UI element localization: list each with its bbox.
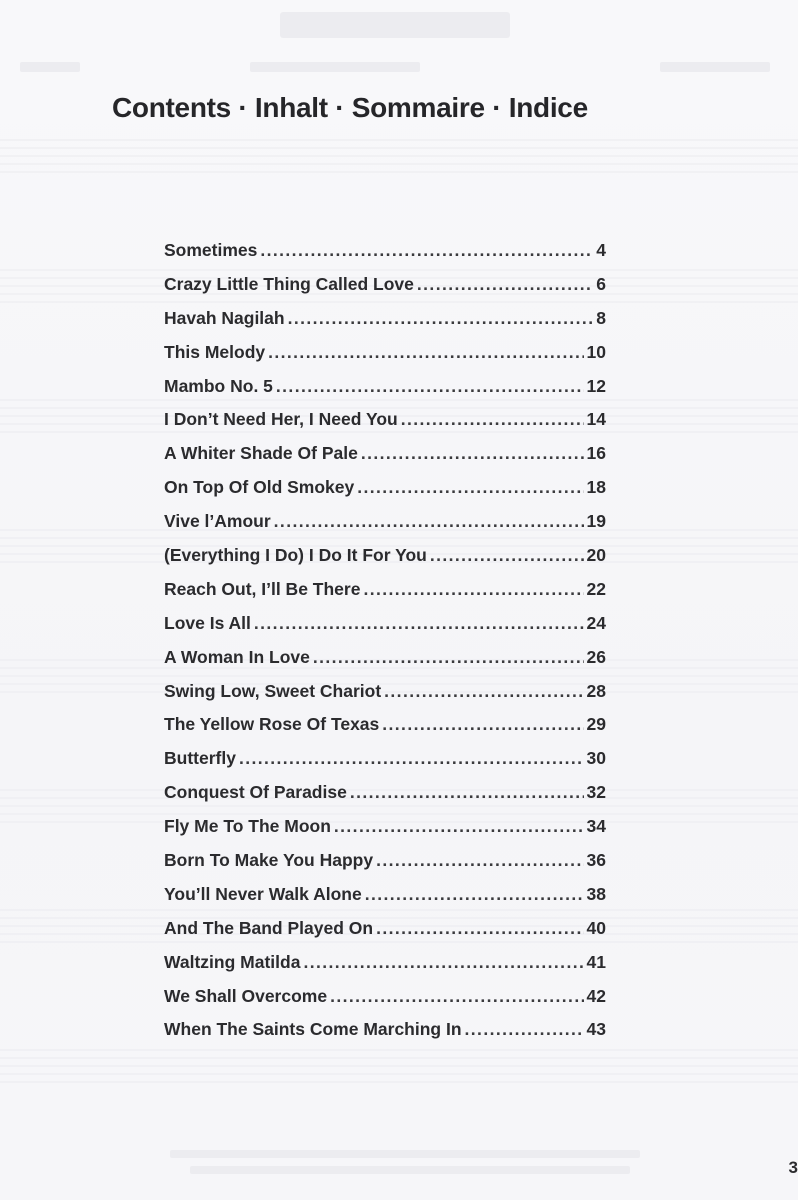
toc-entry-title: Reach Out, I’ll Be There: [164, 578, 361, 599]
toc-entry-title: Vive l’Amour: [164, 511, 271, 532]
toc-entry-title: You’ll Never Walk Alone: [164, 883, 362, 904]
toc-entry-page: 32: [586, 782, 606, 803]
toc-dot-leader: [361, 443, 584, 464]
toc-entry: [164, 714, 606, 748]
toc-entry-page: 16: [586, 443, 606, 464]
toc-dot-leader: [382, 714, 583, 735]
toc-entry: [164, 782, 606, 816]
toc-entry-title: When The Saints Come Marching In: [164, 1019, 462, 1040]
toc-entry: [164, 274, 606, 308]
toc-dot-leader: [465, 1019, 584, 1040]
toc-entry-page: 28: [586, 680, 606, 701]
toc-entry-page: 4: [596, 240, 606, 260]
toc-entry-title: Sometimes: [164, 240, 258, 260]
toc-entry-page: 26: [586, 646, 606, 667]
toc-entry-page: 10: [586, 341, 606, 362]
toc-entry: [164, 884, 606, 918]
toc-entry-title: The Yellow Rose Of Texas: [164, 714, 380, 735]
toc-entry-page: 36: [586, 850, 606, 871]
toc-entry-page: 19: [586, 511, 606, 532]
toc-entry: [164, 443, 606, 477]
toc-dot-leader: [334, 816, 584, 837]
toc-entry: [164, 376, 606, 410]
toc-dot-leader: [376, 918, 583, 939]
toc-dot-leader: [274, 511, 584, 532]
toc-entry-page: 18: [586, 477, 606, 498]
toc-dot-leader: [254, 613, 584, 634]
toc-entry-title: And The Band Played On: [164, 917, 374, 938]
toc-entry: [164, 511, 606, 545]
page-title: Contents · Inhalt · Sommaire · Indice: [112, 92, 588, 123]
toc-entry-title: I Don’t Need Her, I Need You: [164, 409, 398, 430]
toc-entry-title: Swing Low, Sweet Chariot: [164, 680, 382, 701]
toc-entry-page: 34: [586, 816, 606, 837]
toc-dot-leader: [417, 274, 593, 295]
page-number: 3: [788, 1158, 798, 1177]
toc-entry-title: Born To Make You Happy: [164, 850, 374, 871]
toc-entry: [164, 647, 606, 681]
toc-entry-page: 24: [586, 612, 606, 633]
toc-entry: [164, 477, 606, 511]
toc-entry: [164, 681, 606, 715]
toc-entry-page: 29: [586, 714, 606, 735]
toc-dot-leader: [401, 409, 584, 430]
toc-entry: [164, 748, 606, 782]
toc-dot-leader: [365, 884, 584, 905]
toc-dot-leader: [384, 681, 583, 702]
toc-entry-page: 12: [586, 375, 606, 396]
toc-dot-leader: [276, 376, 584, 397]
toc-dot-leader: [330, 986, 583, 1007]
toc-entry: [164, 952, 606, 986]
toc-entry-title: We Shall Overcome: [164, 985, 328, 1006]
toc-entry-page: 38: [586, 883, 606, 904]
toc-entry: [164, 1019, 606, 1053]
toc-entry-page: 40: [586, 917, 606, 938]
toc-entry-title: Love Is All: [164, 612, 251, 633]
toc-entry-title: This Melody: [164, 341, 266, 362]
toc-dot-leader: [350, 782, 584, 803]
toc-entry: [164, 613, 606, 647]
toc-entry: [164, 986, 606, 1020]
toc-dot-leader: [239, 748, 584, 769]
toc-entry-title: Waltzing Matilda: [164, 951, 301, 972]
toc-entry-page: 30: [586, 748, 606, 769]
toc-entry: [164, 816, 606, 850]
toc-entry: [164, 918, 606, 952]
toc-entry-page: 42: [586, 985, 606, 1006]
toc-entry-page: 6: [596, 273, 606, 294]
toc-entry-page: 14: [586, 409, 606, 430]
toc-dot-leader: [376, 850, 583, 871]
toc-entry: [164, 308, 606, 342]
toc-dot-leader: [430, 545, 584, 566]
toc-entry-title: On Top Of Old Smokey: [164, 477, 355, 498]
toc-entry: [164, 409, 606, 443]
table-of-contents: [164, 240, 606, 1053]
toc-dot-leader: [357, 477, 583, 498]
toc-entry: [164, 342, 606, 376]
toc-dot-leader: [363, 579, 583, 600]
toc-entry-page: 20: [586, 545, 606, 566]
toc-dot-leader: [268, 342, 583, 363]
toc-entry-title: Crazy Little Thing Called Love: [164, 273, 414, 294]
toc-entry-title: Mambo No. 5: [164, 375, 273, 396]
toc-dot-leader: [313, 647, 584, 668]
toc-entry-page: 41: [586, 951, 606, 972]
toc-entry-title: Havah Nagilah: [164, 307, 285, 328]
toc-entry-title: Conquest Of Paradise: [164, 782, 347, 803]
toc-entry-title: Butterfly: [164, 748, 236, 769]
toc-entry-title: A Woman In Love: [164, 646, 310, 667]
toc-entry: [164, 545, 606, 579]
toc-entry: [164, 579, 606, 613]
toc-entry-page: 43: [586, 1019, 606, 1040]
toc-entry: [164, 850, 606, 884]
toc-dot-leader: [260, 240, 593, 261]
toc-entry: [164, 240, 606, 274]
toc-entry-page: 8: [596, 307, 606, 328]
toc-entry-title: Fly Me To The Moon: [164, 816, 331, 837]
toc-dot-leader: [303, 952, 583, 973]
toc-entry-page: 22: [586, 578, 606, 599]
toc-entry-title: A Whiter Shade Of Pale: [164, 443, 358, 464]
toc-dot-leader: [288, 308, 594, 329]
toc-entry-title: (Everything I Do) I Do It For You: [164, 545, 427, 566]
